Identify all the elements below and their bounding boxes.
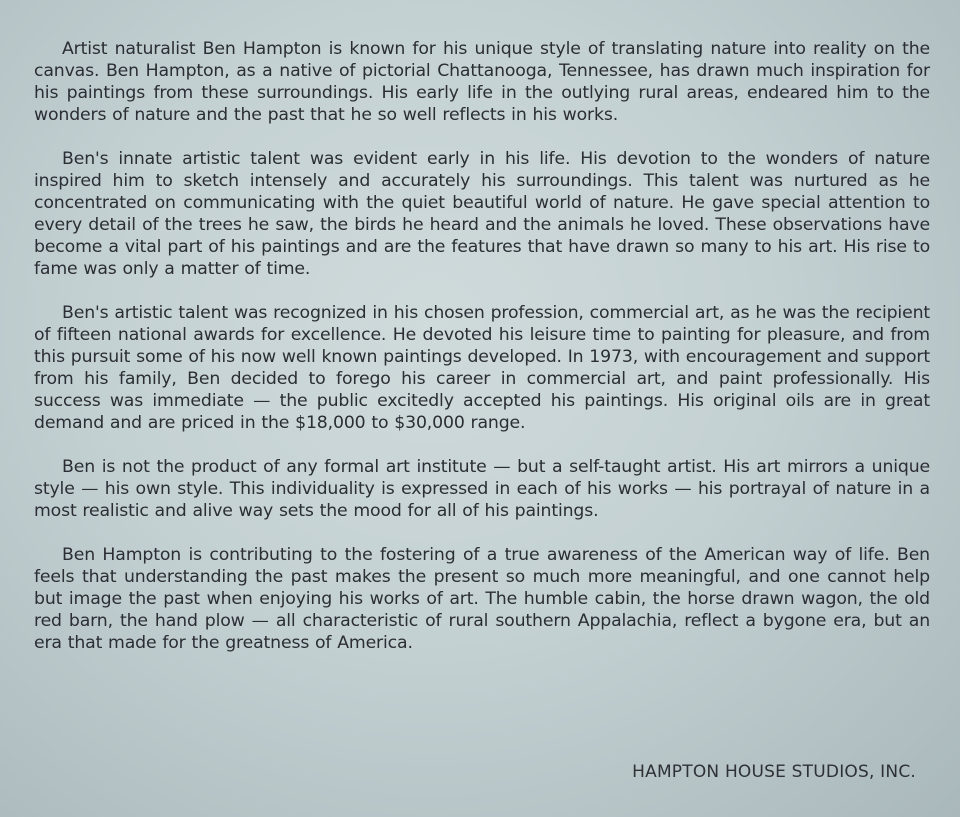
paragraph-talent: Ben's innate artistic talent was evident early in his life. His devotion to the wonders of nature inspired him to sketch intensely and accurately his surroundings. This talent was nurtured as he concentrated on communicating with the quiet beautiful world of nature. He gave special attention to every detail of the trees he saw, the birds he heard and the animals he loved. These observations have become a vital part of his paintings and are the features that have drawn so many to his art. His rise to fame was only a matter of time. [34,149,930,279]
paragraph-american-way: Ben Hampton is contributing to the fostering of a true awareness of the American way of life. Ben feels that understanding the past makes the present so much more meaningful, and one cannot help but image the past when enjoying his works of art. The humble cabin, the horse drawn wagon, the old red barn, the hand plow — all characteristic of rural southern Appalachia, reflect a bygone era, but an era that made for the greatness of America. [34,545,930,653]
paragraph-career: Ben's artistic talent was recognized in his chosen profession, commercial art, as he was the recipient of fifteen national awards for excellence. He devoted his leisure time to painting for pleasure, and from this pursuit some of his now well known paintings developed. In 1973, with encouragement and support from his family, Ben decided to forego his career in commercial art, and paint professionally. His success was immediate — the public excitedly accepted his paintings. His original oils are in great demand and are priced in the $18,000 to $30,000 range. [34,303,930,433]
paragraph-self-taught: Ben is not the product of any formal art institute — but a self-taught artist. His art mirrors a unique style — his own style. This individuality is expressed in each of his works — his portrayal of nature in a most realistic and alive way sets the mood for all of his paintings. [34,457,930,521]
studio-signature: HAMPTON HOUSE STUDIOS, INC. [632,762,916,782]
paragraph-intro: Artist naturalist Ben Hampton is known for his unique style of translating nature into reality on the canvas. Ben Hampton, as a native of pictorial Chattanooga, Tennessee, has drawn much inspiration for his paintings from these surroundings. His early life in the outlying rural areas, endeared him to the wonders of nature and the past that he so well reflects in his works. [34,39,930,125]
